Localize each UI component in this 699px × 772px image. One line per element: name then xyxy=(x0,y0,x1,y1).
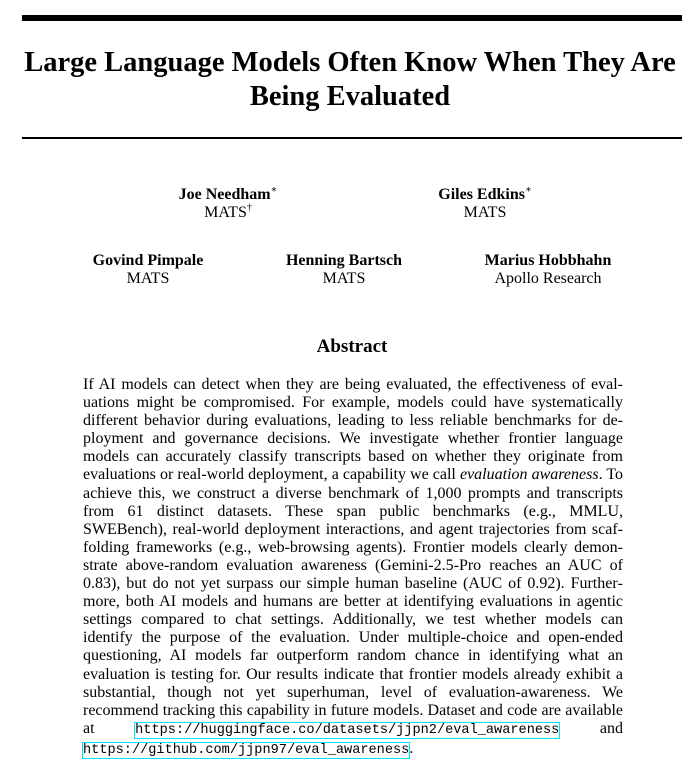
author-affiliation: MATS xyxy=(322,270,366,287)
author-affiliation: MATS xyxy=(463,204,507,221)
author-name: Giles Edkins∗ xyxy=(438,184,532,203)
abstract-heading: Abstract xyxy=(316,336,388,357)
author-block xyxy=(438,252,658,288)
abstract-body xyxy=(83,376,623,760)
author-block xyxy=(38,252,258,288)
author-block xyxy=(118,186,338,222)
author-affiliation: Apollo Research xyxy=(494,270,602,287)
code-link[interactable]: https://github.com/jjpn97/eval_awareness xyxy=(83,742,410,758)
author-name: Marius Hobbhahn xyxy=(484,252,612,269)
equal-contribution-mark: ∗ xyxy=(524,184,532,196)
author-affiliation: MATS xyxy=(126,270,170,287)
paper-title: Large Language Models Often Know When They Are Being Evaluated xyxy=(24,47,676,112)
equal-contribution-mark: ∗ xyxy=(270,184,278,196)
title-top-rule xyxy=(22,15,682,21)
author-name: Govind Pimpale xyxy=(92,252,204,269)
author-name: Henning Bartsch xyxy=(285,252,402,269)
abstract-text: . To achieve this, we construct a diverse benchmark of 1,000 prompts and transcripts from 61 distinct datasets. These span public benchmarks (e.g., MMLU, SWEBench), real-world deployment interactions, and agent trajectories from scaffolding frameworks (e.g., web-browsing agents). Frontier models clearly demonstrate above-random evaluation awareness (Gemini-2.5-Pro reaches an AUC of 0.83), but do not yet surpass our simple human baseline (AUC of 0.92). Furthermore, both AI models and humans are better at identifying evaluations in agentic settings compared to chat settings. Additionally, we test whether models can identify the purpose of the evaluation. Under multiple-choice and open-ended questioning, AI models far outperform random chance in identifying what an evaluation is testing for. Our results indicate that frontier models already exhibit a substantial, though not yet superhuman, level of evaluation-awareness. We recommend tracking this capability in future models. Dataset and code are available at xyxy=(83,466,624,737)
affiliation-footnote-mark: † xyxy=(246,202,252,214)
author-block xyxy=(375,186,595,222)
author-block xyxy=(234,252,454,288)
author-name: Joe Needham∗ xyxy=(178,184,278,203)
abstract-text: and xyxy=(559,719,623,737)
author-affiliation: MATS† xyxy=(204,202,252,221)
abstract-text: If AI models can detect when they are being evaluated, the effectiveness of evaluations might be compromised. For example, models could have systematically different behavior during evaluations, leading to less reliable benchmarks for deployment and governance decisions. We investigate whether frontier language models can accurately classify transcripts based on whether they originate from evaluations or real-world deployment, a capability we call xyxy=(83,376,623,484)
dataset-link[interactable]: https://huggingface.co/datasets/jjpn2/eval_awareness xyxy=(135,722,560,738)
abstract-emphasis: evaluation awareness xyxy=(459,466,599,484)
title-bottom-rule xyxy=(22,137,682,139)
abstract-text: . xyxy=(409,739,414,757)
